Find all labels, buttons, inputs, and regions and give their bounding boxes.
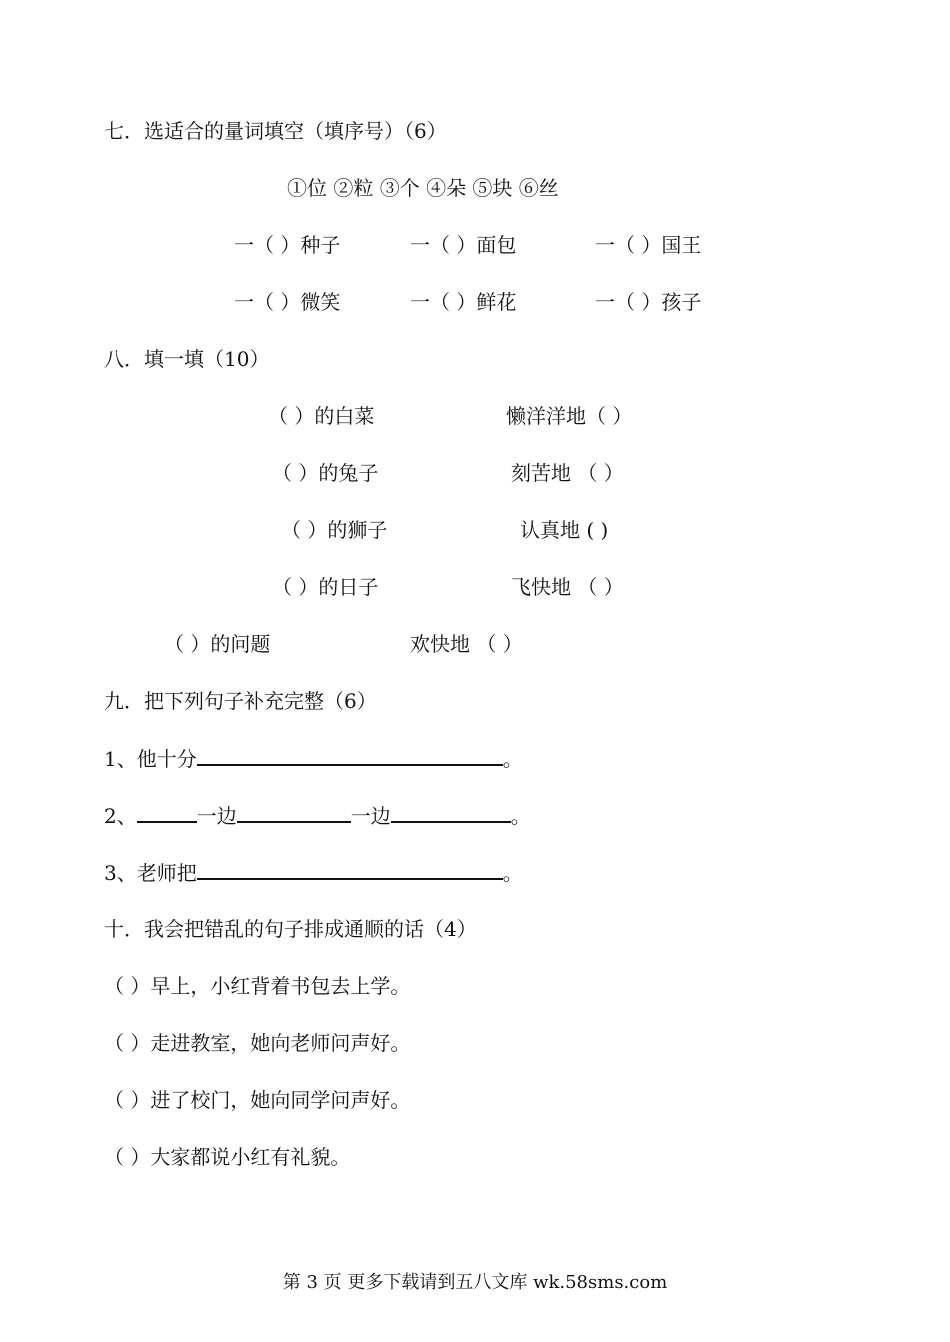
sentence-3-prefix: 3、老师把 — [104, 861, 197, 885]
section-8-title: 八．填一填（10） — [104, 347, 270, 371]
sentence-2 — [104, 801, 531, 830]
fill-left-1: （ ）的白菜 — [268, 404, 375, 428]
fill-left-2: （ ）的兔子 — [272, 461, 379, 485]
sentence-2-prefix: 2、 — [104, 804, 137, 828]
section-7-title: 七．选适合的量词填空（填序号）（6） — [104, 119, 447, 143]
fill-right-3: 认真地 ( ) — [520, 518, 609, 542]
sentence-3-period: 。 — [502, 861, 523, 885]
fill-left-4: （ ）的日子 — [272, 575, 379, 599]
fill-left-3: （ ）的狮子 — [281, 518, 388, 542]
order-item-2: （ ）走进教室，她向老师问声好。 — [104, 1031, 411, 1055]
measure-blank-6: 一（ ）孩子 — [595, 290, 702, 314]
fill-right-5: 欢快地 （ ） — [410, 632, 523, 656]
order-item-3: （ ）进了校门，她向同学问声好。 — [104, 1088, 411, 1112]
sentence-2-mid-1: 一边 — [196, 804, 237, 828]
sentence-1 — [104, 744, 523, 773]
sentence-2-mid-2: 一边 — [350, 804, 391, 828]
sentence-2-blank-1 — [137, 801, 197, 823]
fill-left-5: （ ）的问题 — [164, 632, 271, 656]
order-item-4: （ ）大家都说小红有礼貌。 — [104, 1145, 351, 1169]
section-9-title: 九．把下列句子补充完整（6） — [104, 689, 377, 713]
order-item-1: （ ）早上，小红背着书包去上学。 — [104, 974, 411, 998]
measure-blank-4: 一（ ）微笑 — [234, 290, 341, 314]
measure-blank-2: 一（ ）面包 — [410, 233, 517, 257]
section-10-title: 十．我会把错乱的句子排成通顺的话（4） — [104, 917, 477, 941]
sentence-3-blank — [197, 858, 503, 880]
sentence-3 — [104, 858, 523, 887]
sentence-2-blank-3 — [391, 801, 511, 823]
fill-right-1: 懒洋洋地（ ） — [506, 404, 633, 428]
measure-blank-5: 一（ ）鲜花 — [410, 290, 517, 314]
fill-right-2: 刻苦地 （ ） — [511, 461, 624, 485]
page-footer: 第 3 页 更多下载请到五八文库 wk.58sms.com — [282, 1272, 668, 1293]
measure-word-options: ①位 ②粒 ③个 ④朵 ⑤块 ⑥丝 — [287, 176, 559, 200]
fill-right-4: 飞快地 （ ） — [511, 575, 624, 599]
sentence-1-period: 。 — [502, 747, 523, 771]
sentence-1-blank — [197, 744, 503, 766]
sentence-2-period: 。 — [510, 804, 531, 828]
measure-blank-1: 一（ ）种子 — [234, 233, 341, 257]
sentence-1-prefix: 1、他十分 — [104, 747, 197, 771]
measure-blank-3: 一（ ）国王 — [595, 233, 702, 257]
sentence-2-blank-2 — [237, 801, 351, 823]
